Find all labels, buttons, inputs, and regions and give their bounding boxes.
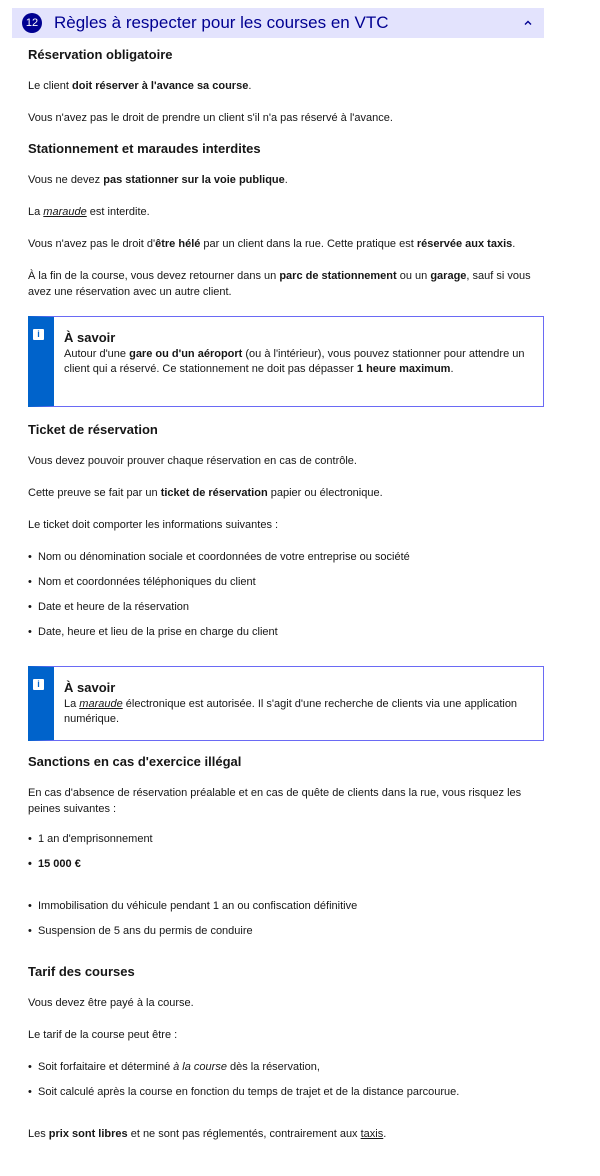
list-item: • Soit calculé après la course en fonction du temps de trajet et de la distance parcourue. (28, 1084, 544, 1100)
paragraph: Le tarif de la course peut être : (28, 1029, 178, 1041)
heading-tarif: Tarif des courses (28, 964, 135, 979)
callout-title: À savoir (64, 680, 116, 695)
accordion-content (28, 44, 544, 1142)
heading-ticket: Ticket de réservation (28, 422, 158, 437)
chevron-up-icon[interactable] (522, 17, 534, 29)
paragraph: En cas d'absence de réservation préalable et en cas de quête de clients dans la rue, vous risquez les peines suivantes : (28, 787, 522, 815)
heading-sanctions: Sanctions en cas d'exercice illégal (28, 754, 242, 769)
maraude-link[interactable]: maraude (43, 206, 87, 218)
info-icon: i (33, 679, 44, 690)
sanctions-list (28, 831, 544, 939)
tarif-list (28, 1059, 544, 1100)
ticket-info-list (28, 549, 544, 640)
callout-text: La maraude électronique est autorisée. Il s'agit d'une recherche de clients via une application numérique. (64, 698, 518, 725)
paragraph: Vous n'avez pas le droit de prendre un client s'il n'a pas réservé à l'avance. (28, 112, 393, 124)
list-item: • Date et heure de la réservation (28, 599, 544, 615)
heading-stationnement: Stationnement et maraudes interdites (28, 141, 261, 156)
list-item: • Immobilisation du véhicule pendant 1 an ou confiscation définitive (28, 898, 544, 914)
info-icon: i (33, 329, 44, 340)
paragraph: Cette preuve se fait par un ticket de réservation papier ou électronique. (28, 487, 383, 499)
callout-title: À savoir (64, 330, 116, 345)
list-item: • Nom ou dénomination sociale et coordonnées de votre entreprise ou société (28, 549, 544, 565)
paragraph: Le ticket doit comporter les informations suivantes : (28, 519, 279, 531)
section-number-badge: 12 (22, 13, 42, 33)
paragraph: À la fin de la course, vous devez retourner dans un parc de stationnement ou un garage, sauf si vous avez une réservation avec un autre client. (28, 270, 531, 298)
list-item: • Soit forfaitaire et déterminé à la course dès la réservation, (28, 1059, 544, 1075)
maraude-link[interactable]: maraude (79, 698, 123, 710)
section-title: Règles à respecter pour les courses en VTC (54, 13, 389, 32)
info-callout (28, 666, 544, 741)
info-callout (28, 316, 544, 407)
paragraph: Vous devez être payé à la course. (28, 997, 194, 1009)
heading-reservation: Réservation obligatoire (28, 47, 173, 62)
list-item: • Nom et coordonnées téléphoniques du client (28, 574, 544, 590)
paragraph: Les prix sont libres et ne sont pas réglementés, contrairement aux taxis. (28, 1128, 387, 1140)
list-item: • Suspension de 5 ans du permis de conduire (28, 923, 544, 939)
paragraph: Le client doit réserver à l'avance sa course. (28, 80, 252, 92)
callout-text: Autour d'une gare ou d'un aéroport (ou à l'intérieur), vous pouvez stationner pour attendre un client qui a réservé. Ce stationnement ne doit pas dépasser 1 heure maximum. (64, 348, 525, 375)
accordion-header[interactable] (12, 8, 544, 38)
list-item: • 1 an d'emprisonnement (28, 831, 544, 847)
paragraph: Vous ne devez pas stationner sur la voie publique. (28, 174, 288, 186)
taxis-link[interactable]: taxis (360, 1128, 384, 1140)
paragraph: La maraude est interdite. (28, 206, 150, 218)
paragraph: Vous n'avez pas le droit d'être hélé par un client dans la rue. Cette pratique est réservée aux taxis. (28, 238, 516, 250)
list-item: • Date, heure et lieu de la prise en charge du client (28, 624, 544, 640)
paragraph: Vous devez pouvoir prouver chaque réservation en cas de contrôle. (28, 455, 357, 467)
list-item: • 15 000 € (28, 856, 544, 872)
